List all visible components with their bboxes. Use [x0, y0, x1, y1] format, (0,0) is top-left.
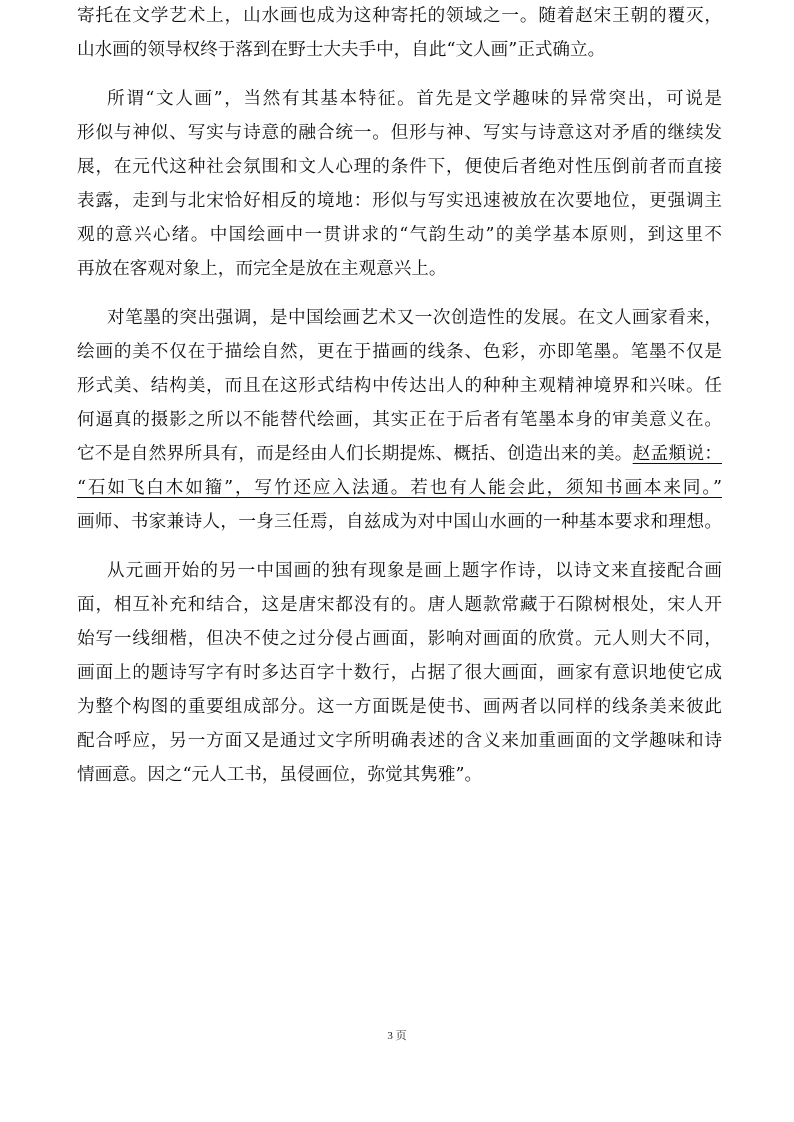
text-line: 绘画的美不仅在于描绘自然，更在于描画的线条、色彩，亦即笔墨。笔墨不仅是: [77, 342, 722, 362]
text-line: 何逼真的摄影之所以不能替代绘画，其实正在于后者有笔墨本身的审美意义在。: [77, 410, 722, 430]
text-line: 配合呼应，另一方面又是通过文字所明确表述的含义来加重画面的文学趣味和诗: [77, 731, 722, 751]
text-line: 画师、书家兼诗人，一身三任焉，自兹成为对中国山水画的一种基本要求和理想。: [77, 512, 722, 532]
text-line: 形似与神似、写实与诗意的融合统一。但形与神、写实与诗意这对矛盾的继续发: [77, 123, 722, 143]
underlined-quote: 赵孟頫说：: [632, 444, 722, 464]
text-line: 展，在元代这种社会氛围和文人心理的条件下，便使后者绝对性压倒前者而直接: [77, 157, 722, 177]
text-line: 对笔墨的突出强调，是中国绘画艺术又一次创造性的发展。在文人画家看来，: [107, 308, 722, 328]
text-line: 画面上的题诗写字有时多达百字十数行，占据了很大画面，画家有意识地使它成: [77, 663, 722, 683]
text-line: 情画意。因之“元人工书，虽侵画位，弥觉其隽雅”。: [77, 765, 483, 785]
text-line: [77, 442, 722, 466]
text-line: 再放在客观对象上，而完全是放在主观意兴上。: [77, 259, 447, 279]
text-line: 山水画的领导权终于落到在野士大夫手中，自此“文人画”正式确立。: [77, 40, 606, 60]
underlined-quote: “石如飞白木如籀”，写竹还应入法通。若也有人能会此，须知书画本来同。”: [77, 478, 722, 498]
text-line: 始写一线细楷，但决不使之过分侵占画面，影响对画面的欣赏。元人则大不同，: [77, 629, 722, 649]
text-line: 所谓“文人画”，当然有其基本特征。首先是文学趣味的异常突出，可说是: [107, 89, 722, 109]
text-span: 它不是自然界所具有，而是经由人们长期提炼、概括、创造出来的美。: [77, 444, 633, 464]
text-line: 观的意兴心绪。中国绘画中一贯讲求的“气韵生动”的美学基本原则，到这里不: [77, 225, 722, 245]
text-line: [77, 476, 722, 500]
text-line: 表露，走到与北宋恰好相反的境地：形似与写实迅速被放在次要地位，更强调主: [77, 191, 722, 211]
page-number: 3 页: [387, 1030, 407, 1042]
text-line: 形式美、结构美，而且在这形式结构中传达出人的种种主观精神境界和兴味。任: [77, 376, 722, 396]
text-line: 寄托在文学艺术上，山水画也成为这种寄托的领域之一。随着赵宋王朝的覆灭，: [77, 6, 722, 26]
text-line: 从元画开始的另一中国画的独有现象是画上题字作诗，以诗文来直接配合画: [107, 561, 722, 581]
text-line: 面，相互补充和结合，这是唐宋都没有的。唐人题款常藏于石隙树根处，宋人开: [77, 595, 722, 615]
text-line: 为整个构图的重要组成部分。这一方面既是使书、画两者以同样的线条美来彼此: [77, 697, 722, 717]
